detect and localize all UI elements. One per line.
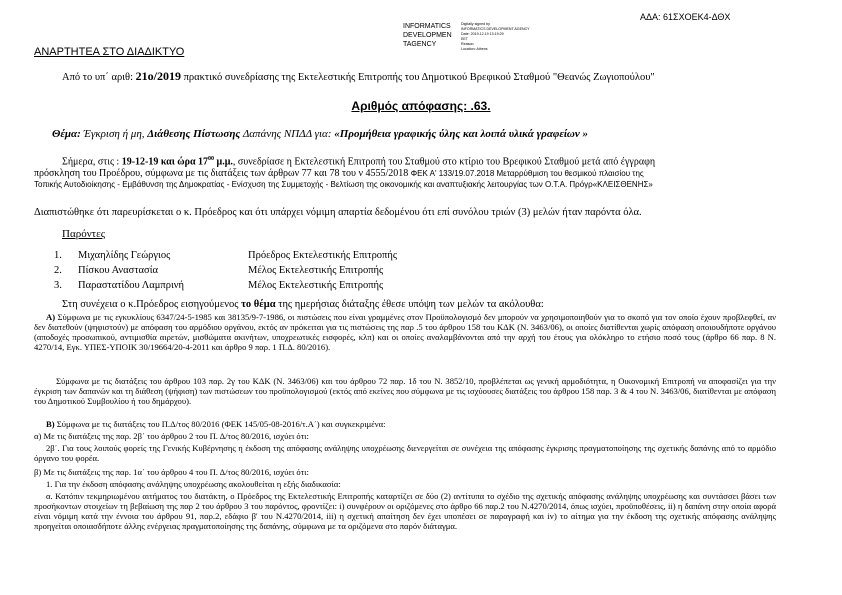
member-role: Πρόεδρος Εκτελεστικής Επιτροπής bbox=[248, 250, 398, 261]
minutes-line bbox=[62, 70, 655, 84]
beta-text: α. Κατόπιν τεκμηριωμένου αιτήματος του διατάκτη, ο Πρόεδρος της Εκτελεστικής Επιτροπής καταρτίζει σε δύο (2) αντίτυπα το σχέδιο της σχετικής απόφασης ανάληψης υποχρέωσης και συντάσσει βάσει των προσήκοντων στοιχείων τη βεβαίωση της παρ 2 του άρθρου 3 του παρόντος, φροντίζει: i) συνφέρουν οι οριζόμενες στο άρθρο 66 παρ.2 του Ν.4270/2014, όπως ισχύει, προϋποθέσεις, ii) η δαπάνη στην οποία αφορά είναι νόμιμη κατά την έννοια του άρθρου 91, παρ.2, εδάφιο β' του Ν.4270/2014, iii) η σχετική απαίτηση δεν έχει υποπέσει σε παραγραφή και iv) το αίτημα για την έκδοση της σχετικής απόφασης ανάληψης προηγείται οποιασδήποτε άλλης ενέργειας πραγματοποίησης της δαπάνης, σύμφωνα με τα οριζόμενα στο παρόν διάταγμα. bbox=[34, 491, 776, 531]
subject-line bbox=[52, 128, 588, 141]
intro-time: 17 bbox=[198, 156, 209, 168]
intro-line-3: Τοπικής Αυτοδιοίκησης - Εμβάθυνση της Δημοκρατίας - Ενίσχυση της Συμμετοχής - Βελτίωση της οικονομικής και αναπτυξιακής λειτουργίας των Ο.Τ.Α. Πρόγρ«ΚΛΕΙΣΘΕΝΗΣ» bbox=[34, 180, 653, 189]
section-a bbox=[34, 313, 776, 353]
minutes-rest: πρακτικό συνεδρίασης της Εκτελεστικής Επιτροπής του Δημοτικού Βρεφικού Σταθμού "Θεανώς Ζωγιοπούλου" bbox=[183, 72, 655, 83]
section-b bbox=[46, 420, 386, 430]
section-p2: Σύμφωνα με τις διατάξεις του άρθρου 103 παρ. 2γ του ΚΔΚ (Ν. 3463/06) και του άρθρου 72 παρ. 1δ του Ν. 3852/10, προβλέπεται ως γενική αρμοδιότητα, η Οικονομική Επιτροπή να αποφασίζει για την έγκριση των δαπανών και τη διάθεση (ψήφιση) των πιστώσεων του προϋπολογισμού (εκτός από εκείνες που σύμφωνα με τις ισχύουσες διατάξεις του άρθρου 158 παρ. 3 & 4 του Ν. 3463/06, διατίθενται με απόφαση του Δημοτικού Συμβουλίου ή του δημάρχου). bbox=[34, 376, 776, 406]
continuation-prefix: Στη συνέχεια ο κ.Πρόεδρος εισηγούμενος bbox=[62, 299, 239, 310]
member-name: Παραστατίδου Λαμπρινή bbox=[78, 280, 185, 291]
intro-rest: , συνεδρίασε η Εκτελεστική Επιτροπή του Σταθμού στο κτίριο του Βρεφικού Σταθμού μετά από έγγραφη bbox=[232, 156, 656, 168]
stamp-detail-line: Location: Athens bbox=[461, 47, 488, 51]
intro-law: πρόσκληση του Προέδρου, σύμφωνα με τις διατάξεις των άρθρων 77 και 78 του ν 4555/2018 bbox=[34, 168, 409, 179]
member-number: 3. bbox=[54, 280, 62, 291]
intro-time-sup: 00 bbox=[208, 156, 215, 162]
alpha-line: α) Με τις διατάξεις της παρ. 2β΄ του άρθρου 2 του Π. Δ/τος 80/2016, ισχύει ότι: bbox=[34, 431, 309, 441]
member-name: Πίσκου Αναστασία bbox=[78, 265, 159, 276]
continuation-bold: το θέμα bbox=[241, 299, 276, 310]
subject-text: Έγκριση ή μη, bbox=[83, 128, 145, 140]
stamp-detail-line: Reason: bbox=[461, 42, 475, 46]
section-b-label: Β) bbox=[46, 419, 55, 429]
stamp-line: TAGENCY bbox=[403, 41, 437, 48]
continuation-rest: της ημερήσιας διάταξης έθεσε υπόψη των μελών τα ακόλουθα: bbox=[278, 299, 544, 310]
intro-date: 19-12-19 και ώρα bbox=[121, 156, 196, 168]
ada-code: ΑΔΑ: 61ΣΧΟΕΚ4-ΔΘΧ bbox=[640, 12, 731, 22]
intro-mm: μ.μ. bbox=[216, 156, 233, 168]
continuation-line bbox=[62, 299, 544, 311]
signature-stamp-label bbox=[403, 22, 452, 49]
section-a-text: Σύμφωνα με τις εγκυκλίους 6347/24-5-1985 και 38135/9-7-1986, οι πιστώσεις που είναι γραμμένες στον Προϋπολογισμό δεν μπορούν να χρησιμοποιηθούν για το σκοπό για τον οποίο έχουν προβλεφθεί, αν δεν διατεθούν (ψηφιστούν) με απόφαση του αρμόδιου οργάνου, εκτός αν πρόκειται για τις πιστώσεις της παρ .5 του άρθρου 158 του ΚΔΚ (Ν. 3463/06), οι οποίες διατίθενται χωρίς απόφαση οποιουδήποτε οργάνου (αποδοχές προσωπικού, αντιμισθία αιρετών, μισθώματα ακινήτων, υποχρεωτικές εισφορές, κλπ) και οι οποίες αναλαμβάνονται από την αρχή του έτους για ολόκληρο το ετήσιο ποσό τους (άρθρο 66 παρ. 8 Ν. 4270/14, Εγκ. ΥΠΕΣ-ΥΠΟΙΚ 30/19664/20-4-2011 και άρθρο 9 παρ. 1 Π.Δ. 80/2016). bbox=[34, 312, 776, 352]
stamp-line: DEVELOPMEN bbox=[403, 32, 452, 39]
present-heading: Παρόντες bbox=[62, 228, 106, 240]
stamp-line: INFORMATICS bbox=[403, 23, 451, 30]
member-role: Μέλος Εκτελεστικής Επιτροπής bbox=[248, 280, 384, 291]
section-b-text: Σύμφωνα με τις διατάξεις του Π.Δ/τος 80/2016 (ΦΕΚ 145/05-08-2016/τ.Α΄) και συγκεκριμένα: bbox=[56, 419, 386, 429]
subject-bold: Διάθεσης Πίστωσης bbox=[147, 128, 241, 140]
signature-stamp-details bbox=[461, 22, 530, 52]
subject-text: Δαπάνης ΝΠΔΔ για: bbox=[242, 128, 332, 140]
stamp-detail-line: Digitally signed by bbox=[461, 22, 490, 26]
section-a-label: Α) bbox=[46, 312, 56, 322]
intro-line-2 bbox=[34, 168, 644, 180]
beta-item-1: 1. Για την έκδοση απόφασης ανάληψης υποχρέωσης ακολουθείται η εξής διαδικασία: bbox=[46, 479, 341, 489]
online-posting-label: ΑΝΑΡΤΗΤΕΑ ΣΤΟ ΔΙΑΔΙΚΤΥΟ bbox=[34, 46, 185, 58]
alpha-text: 2β΄. Για τους λοιπούς φορείς της Γενικής Κυβέρνησης η έκδοση της απόφασης ανάληψης υποχρέωσης διενεργείται σε συνέχεια της απόφασης έγκρισης πραγματοποίησης της σχετικής δαπάνης από το αρμόδιο όργανο του φορέα. bbox=[34, 443, 776, 463]
member-number: 1. bbox=[54, 250, 62, 261]
subject-title: «Προμήθεια γραφικής ύλης και λοιπά υλικά γραφείων » bbox=[334, 128, 588, 140]
member-number: 2. bbox=[54, 265, 62, 276]
decision-number: Αριθμός απόφασης: .63. bbox=[351, 99, 491, 113]
intro-line-1 bbox=[62, 156, 782, 168]
minutes-number: 21ο/2019 bbox=[135, 69, 181, 83]
intro-fek: ΦΕΚ Α' 133/19.07.2018 Μεταρρύθμιση του θεσμικού πλαισίου της bbox=[410, 169, 644, 178]
subject-label: Θέμα: bbox=[52, 128, 81, 140]
beta-line: β) Με τις διατάξεις της παρ. 1α΄ του άρθρου 4 του Π. Δ/τος 80/2016, ισχύει ότι: bbox=[34, 467, 309, 477]
stamp-detail-line: INFORMATICS DEVELOPMENT AGENCY bbox=[461, 27, 530, 31]
minutes-prefix: Από το υπ΄ αριθ: bbox=[62, 72, 133, 83]
intro-today: Σήμερα, στις : bbox=[62, 156, 120, 168]
stamp-detail-line: Date: 2019.12.19 13:19:29 bbox=[461, 32, 504, 36]
quorum-text: Διαπιστώθηκε ότι παρευρίσκεται ο κ. Πρόεδρος και ότι υπάρχει νόμιμη απαρτία δεδομένου ότι επί συνόλου τριών (3) μελών ήταν παρόντα όλα. bbox=[34, 207, 642, 218]
member-role: Μέλος Εκτελεστικής Επιτροπής bbox=[248, 265, 384, 276]
stamp-detail-line: EET bbox=[461, 37, 468, 41]
member-name: Μιχαηλίδης Γεώργιος bbox=[78, 250, 171, 261]
